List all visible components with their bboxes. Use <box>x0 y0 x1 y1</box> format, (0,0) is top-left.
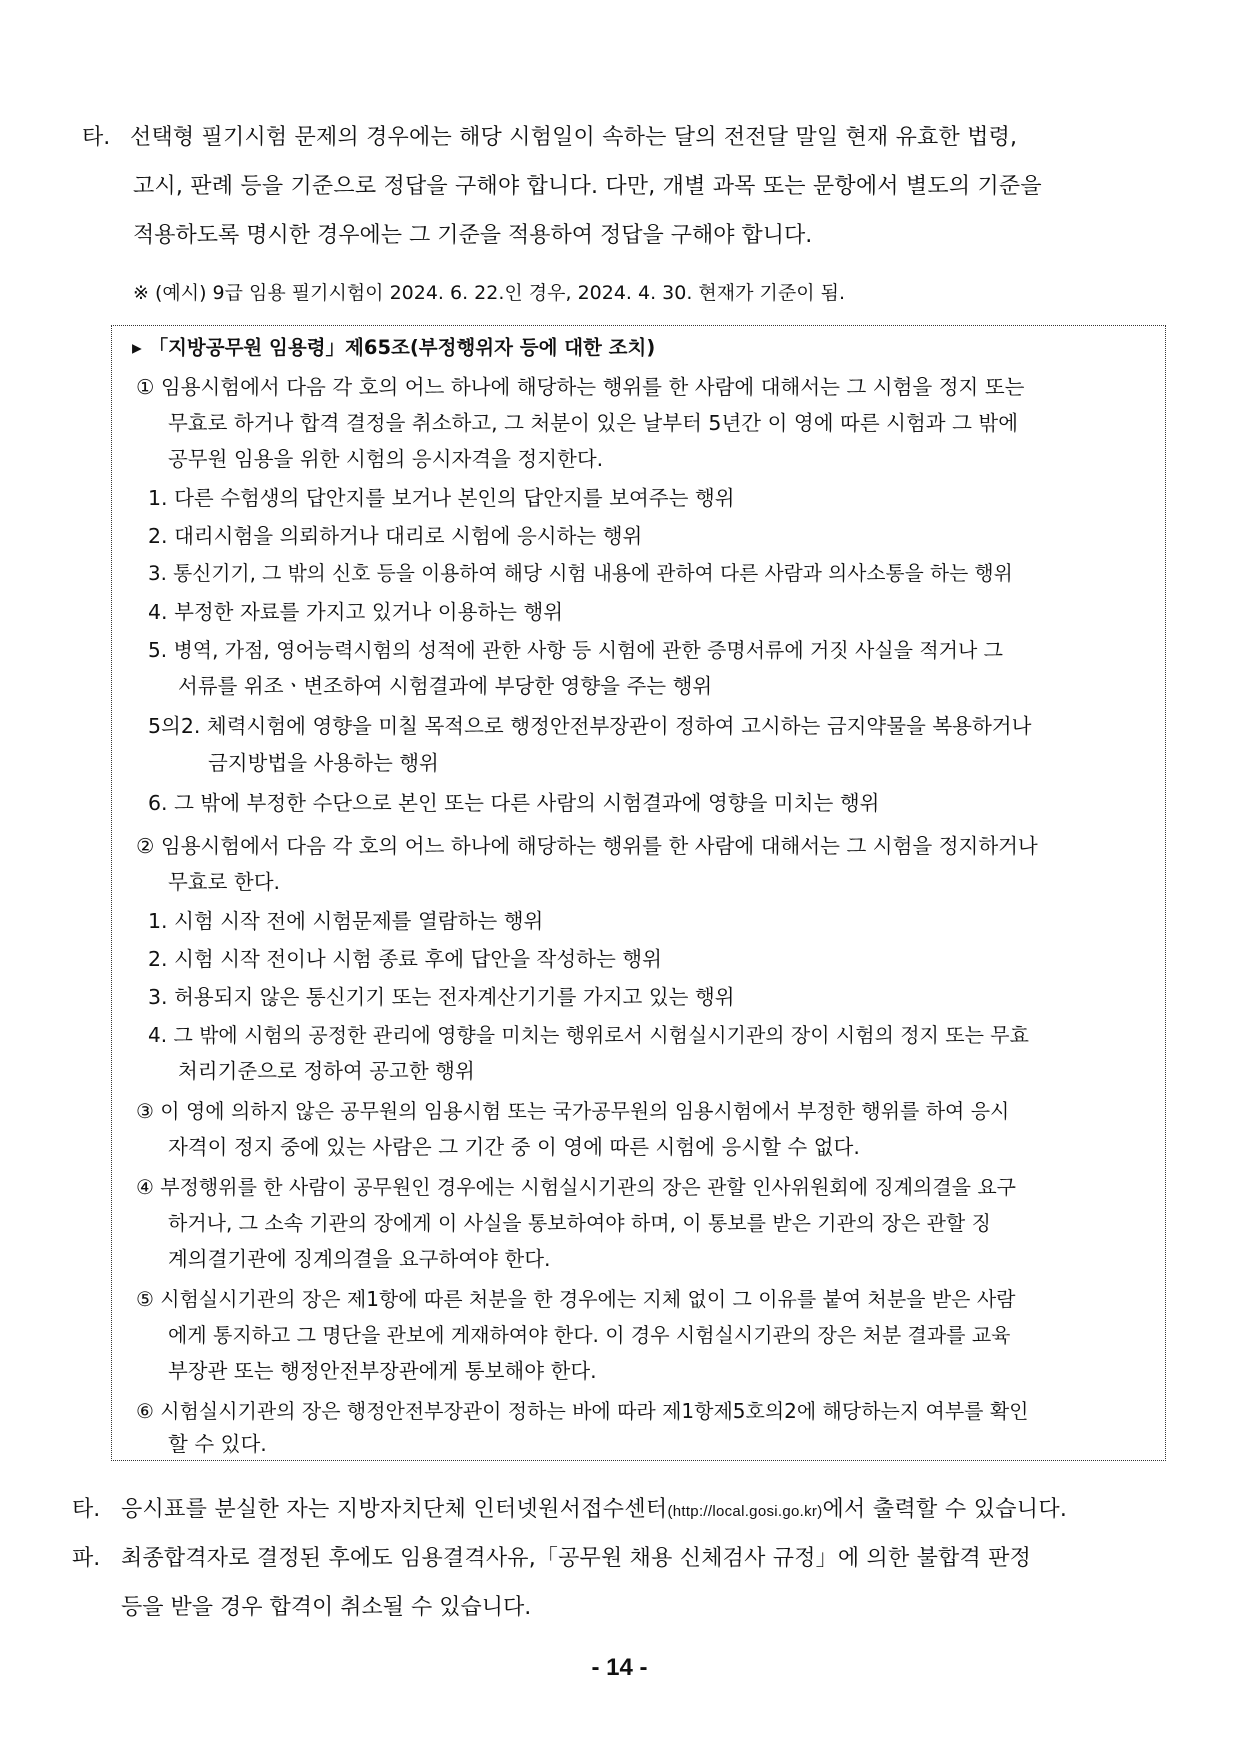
pa-marker: 파. <box>72 1546 101 1571</box>
law-para-2-line-2: 무효로 한다. <box>168 870 281 894</box>
law-para-1-line-2: 무효로 하거나 합격 결정을 취소하고, 그 처분이 있은 날부터 5년간 이 영에 따른 시험과 그 밖에 <box>168 411 1019 435</box>
law-para-4-line-3: 계의결기관에 징계의결을 요구하여야 한다. <box>168 1247 551 1271</box>
page-number: - 14 - <box>591 1654 648 1681</box>
law-para-4-line-1: ④ 부정행위를 한 사람이 공무원인 경우에는 시험실시기관의 장은 관할 인사위원회에 징계의결을 요구 <box>136 1175 1016 1199</box>
pa-line-1: 최종합격자로 결정된 후에도 임용결격사유,「공무원 채용 신체검사 규정」에 의한 불합격 판정 <box>121 1546 1032 1571</box>
law-item-1-5-2-line-1: 5의2. 체력시험에 영향을 미칠 목적으로 행정안전부장관이 정하여 고시하는 금지약물을 복용하거나 <box>148 714 1032 738</box>
law-para-3-line-1: ③ 이 영에 의하지 않은 공무원의 임용시험 또는 국가공무원의 임용시험에서 부정한 행위를 하여 응시 <box>136 1099 1010 1123</box>
law-item-1-5-line-2: 서류를 위조ㆍ변조하여 시험결과에 부당한 영향을 주는 행위 <box>178 674 713 698</box>
law-item-1-4: 4. 부정한 자료를 가지고 있거나 이용하는 행위 <box>148 600 564 624</box>
law-item-2-1: 1. 시험 시작 전에 시험문제를 열람하는 행위 <box>148 909 544 933</box>
pa-line-2: 등을 받을 경우 합격이 취소될 수 있습니다. <box>121 1595 532 1620</box>
law-excerpt-box <box>111 325 1166 1461</box>
intro-line-1: 선택형 필기시험 문제의 경우에는 해당 시험일이 속하는 달의 전전달 말일 현재 유효한 법령, <box>130 125 1018 150</box>
law-item-2-4-line-1: 4. 그 밖에 시험의 공정한 관리에 영향을 미치는 행위로서 시험실시기관의 장이 시험의 정지 또는 무효 <box>148 1023 1029 1047</box>
law-para-2-line-1: ② 임용시험에서 다음 각 호의 어느 하나에 해당하는 행위를 한 사람에 대해서는 그 시험을 정지하거나 <box>136 834 1038 858</box>
law-para-1-line-3: 공무원 임용을 위한 시험의 응시자격을 정지한다. <box>168 447 604 471</box>
law-item-1-2: 2. 대리시험을 의뢰하거나 대리로 시험에 응시하는 행위 <box>148 524 643 548</box>
ta2-text-b: 에서 출력할 수 있습니다. <box>822 1497 1068 1522</box>
intro-marker: 타. <box>82 125 111 150</box>
law-item-1-5-2-line-2: 금지방법을 사용하는 행위 <box>208 751 439 775</box>
law-para-5-line-2: 에게 통지하고 그 명단을 관보에 게재하여야 한다. 이 경우 시험실시기관의 장은 처분 결과를 교육 <box>168 1323 1011 1347</box>
ta2-text-a: 응시표를 분실한 자는 지방자치단체 인터넷원서접수센터 <box>121 1497 668 1522</box>
law-item-1-3: 3. 통신기기, 그 밖의 신호 등을 이용하여 해당 시험 내용에 관하여 다른 사람과 의사소통을 하는 행위 <box>148 562 1013 585</box>
law-para-6-line-1: ⑥ 시험실시기관의 장은 행정안전부장관이 정하는 바에 따라 제1항제5호의2에 해당하는지 여부를 확인 <box>136 1399 1029 1423</box>
law-para-5-line-3: 부장관 또는 행정안전부장관에게 통보해야 한다. <box>168 1359 597 1383</box>
law-item-2-4-line-2: 처리기준으로 정하여 공고한 행위 <box>178 1059 475 1083</box>
law-para-6-line-2: 할 수 있다. <box>168 1432 267 1456</box>
law-item-2-3: 3. 허용되지 않은 통신기기 또는 전자계산기기를 가지고 있는 행위 <box>148 985 735 1009</box>
law-para-5-line-1: ⑤ 시험실시기관의 장은 제1항에 따른 처분을 한 경우에는 지체 없이 그 이유를 붙여 처분을 받은 사람 <box>136 1287 1016 1311</box>
intro-line-2: 고시, 판례 등을 기준으로 정답을 구해야 합니다. 다만, 개별 과목 또는 문항에서 별도의 기준을 <box>133 174 1042 199</box>
law-item-1-6: 6. 그 밖에 부정한 수단으로 본인 또는 다른 사람의 시험결과에 영향을 미치는 행위 <box>148 791 880 815</box>
intro-line-3: 적용하도록 명시한 경우에는 그 기준을 적용하여 정답을 구해야 합니다. <box>133 223 813 248</box>
law-title: ▸ 「지방공무원 임용령」제65조(부정행위자 등에 대한 조치) <box>132 336 656 359</box>
law-item-1-1: 1. 다른 수험생의 답안지를 보거나 본인의 답안지를 보여주는 행위 <box>148 486 735 510</box>
law-item-1-5-line-1: 5. 병역, 가점, 영어능력시험의 성적에 관한 사항 등 시험에 관한 증명서류에 거짓 사실을 적거나 그 <box>148 638 1003 662</box>
ta2-line <box>121 1488 1067 1533</box>
law-para-4-line-2: 하거나, 그 소속 기관의 장에게 이 사실을 통보하여야 하며, 이 통보를 받은 기관의 장은 관할 징 <box>168 1211 991 1235</box>
ta2-marker: 타. <box>72 1497 101 1522</box>
law-para-3-line-2: 자격이 정지 중에 있는 사람은 그 기간 중 이 영에 따른 시험에 응시할 수 없다. <box>168 1135 860 1159</box>
law-item-2-2: 2. 시험 시작 전이나 시험 종료 후에 답안을 작성하는 행위 <box>148 947 662 971</box>
example-note: ※ (예시) 9급 임용 필기시험이 2024. 6. 22.인 경우, 2024. 4. 30. 현재가 기준이 됨. <box>133 282 846 304</box>
law-para-1-line-1: ① 임용시험에서 다음 각 호의 어느 하나에 해당하는 행위를 한 사람에 대해서는 그 시험을 정지 또는 <box>136 375 1025 399</box>
gosi-url-link[interactable]: (http://local.gosi.go.kr) <box>667 1503 823 1520</box>
